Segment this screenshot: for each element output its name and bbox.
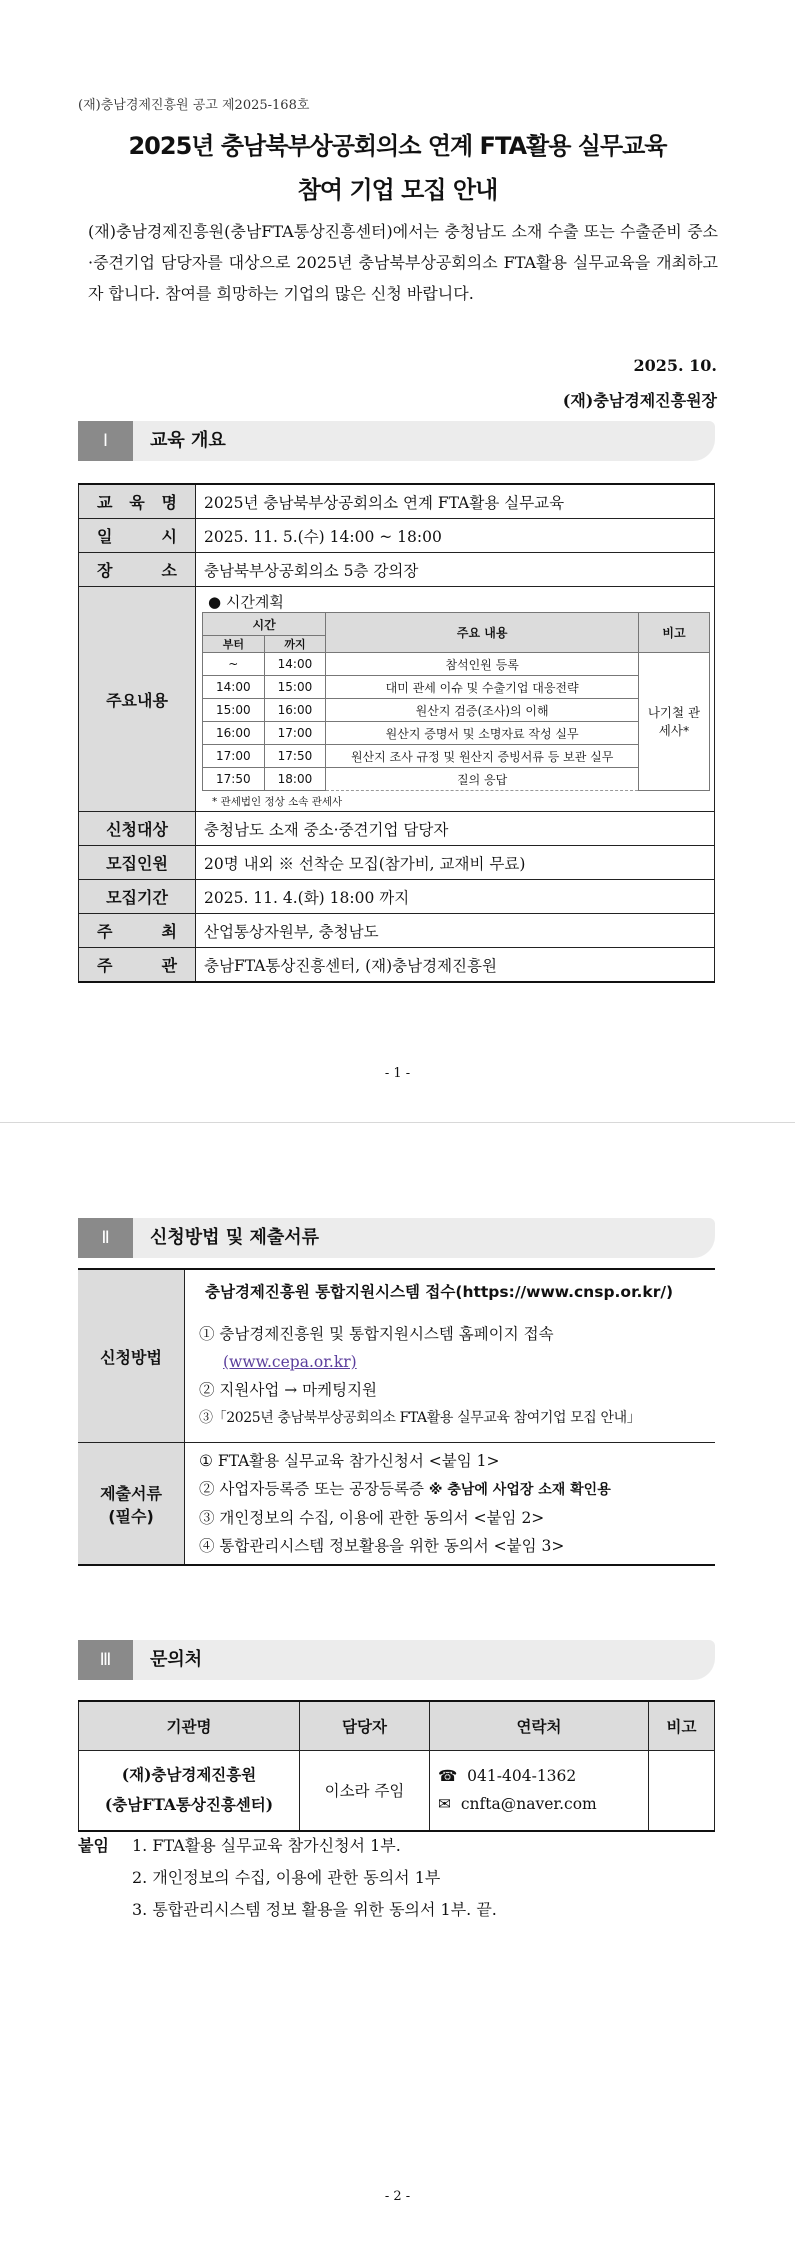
target-label: 신청대상: [79, 812, 196, 846]
contact-header-contact: 연락처: [430, 1701, 649, 1751]
title-line-2: 참여 기업 모집 안내: [297, 176, 498, 204]
step-2: ② 지원사업 → 마케팅지원: [199, 1381, 378, 1399]
apply-table: [78, 1268, 715, 1566]
schedule-from: 14:00: [203, 676, 265, 699]
contact-header-org: 기관명: [79, 1701, 300, 1751]
capacity-label: 모집인원: [79, 846, 196, 880]
schedule-content: 원산지 검증(조사)의 이해: [326, 699, 639, 722]
contact-note: [649, 1751, 715, 1831]
schedule-from: 17:00: [203, 745, 265, 768]
docs-label: [78, 1443, 185, 1566]
intro-paragraph: (재)충남경제진흥원(충남FTA통상진흥센터)에서는 충청남도 소재 수출 또는 수출준비 중소·중견기업 담당자를 대상으로 2025년 충남북부상공회의소 FTA활용 실무교육을 개최하고자 합니다. 참여를 희망하는 기업의 많은 신청 바랍니다.: [88, 222, 718, 303]
step-1: ① 충남경제진흥원 및 통합지원시스템 홈페이지 접속: [199, 1325, 554, 1343]
content-label: 주요내용: [79, 587, 196, 812]
host-value: 산업통상자원부, 충청남도: [196, 914, 715, 948]
contact-header-person: 담당자: [300, 1701, 430, 1751]
schedule-row: [203, 699, 710, 722]
doc-3: ③ 개인정보의 수집, 이용에 관한 동의서 <붙임 2>: [199, 1509, 545, 1527]
schedule-footnote: * 관세법인 정상 소속 관세사: [212, 796, 343, 808]
attachments: [78, 1830, 497, 1926]
schedule-from: 16:00: [203, 722, 265, 745]
method-label: 신청방법: [78, 1269, 185, 1443]
phone-icon: ☎: [438, 1767, 458, 1786]
schedule-to: 16:00: [264, 699, 326, 722]
schedule-from-header: 부터: [203, 636, 265, 653]
mail-icon: ✉: [438, 1795, 451, 1814]
attachment-item: 3. 통합관리시스템 정보 활용을 위한 동의서 1부. 끝.: [132, 1900, 497, 1919]
schedule-row: [203, 745, 710, 768]
schedule-row: [203, 653, 710, 676]
doc-2: [199, 1475, 701, 1504]
system-heading: 충남경제진흥원 통합지원시스템 접수(https://www.cnsp.or.kr/): [205, 1283, 674, 1301]
title-line-1: 2025년 충남북부상공회의소 연계 FTA활용 실무교육: [128, 132, 667, 160]
schedule-content: 대미 관세 이슈 및 수출기업 대응전략: [326, 676, 639, 699]
contact-email[interactable]: cnfta@naver.com: [460, 1795, 597, 1814]
schedule-to: 17:00: [264, 722, 326, 745]
page-number-2: - 2 -: [384, 2189, 411, 2204]
organizer-label: 주 관: [97, 956, 177, 975]
contact-header-note: 비고: [649, 1701, 715, 1751]
doc-4: ④ 통합관리시스템 정보활용을 위한 동의서 <붙임 3>: [199, 1537, 565, 1555]
schedule-to: 15:00: [264, 676, 326, 699]
attachment-item: 1. FTA활용 실무교육 참가신청서 1부.: [132, 1836, 401, 1855]
section-1-title: 교육 개요: [150, 430, 226, 451]
schedule-lecturer: 나기철 관세사*: [639, 653, 710, 791]
schedule-from: 15:00: [203, 699, 265, 722]
page-1: [0, 0, 795, 1122]
schedule-content: 참석인원 등록: [326, 653, 639, 676]
section-3-number: Ⅲ: [78, 1640, 133, 1680]
page-number-1: - 1 -: [384, 1066, 411, 1081]
schedule-table: [202, 612, 710, 791]
schedule-row: [203, 676, 710, 699]
cepa-link[interactable]: (www.cepa.or.kr): [223, 1353, 357, 1371]
schedule-to: 18:00: [264, 768, 326, 791]
docs-label-line-2: (필수): [108, 1506, 154, 1526]
edu-name-label: 교 육 명: [97, 493, 177, 512]
date-label: 일 시: [97, 527, 177, 546]
attachments-label: 붙임: [78, 1836, 109, 1855]
place-label: 장 소: [97, 561, 177, 580]
content-cell: [196, 587, 715, 812]
organizer-value: 충남FTA통상진흥센터, (재)충남경제진흥원: [196, 948, 715, 983]
period-label: 모집기간: [79, 880, 196, 914]
step-3: ③「2025년 충남북부상공회의소 FTA활용 실무교육 참여기업 모집 안내」: [199, 1410, 641, 1426]
overview-table: [78, 483, 715, 983]
section-1-header: [78, 421, 715, 461]
section-2-number: Ⅱ: [78, 1218, 133, 1258]
capacity-value: 20명 내외 ※ 선착순 모집(참가비, 교재비 무료): [196, 846, 715, 880]
section-3-header: [78, 1640, 715, 1680]
contact-org-line-2: (충남FTA통상진흥센터): [104, 1795, 274, 1815]
schedule-content: 원산지 조사 규정 및 원산지 증빙서류 등 보관 실무: [326, 745, 639, 768]
doc-2-note: ※ 충남에 사업장 소재 확인용: [428, 1482, 611, 1498]
date-value: 2025. 11. 5.(수) 14:00 ~ 18:00: [196, 519, 715, 553]
schedule-from: ~: [203, 653, 265, 676]
schedule-to-header: 까지: [264, 636, 326, 653]
schedule-heading: ● 시간계획: [208, 593, 284, 611]
contact-org: [79, 1751, 300, 1831]
schedule-row: [203, 768, 710, 791]
contact-phone: 041-404-1362: [467, 1767, 577, 1786]
target-value: 충청남도 소재 중소·중견기업 담당자: [196, 812, 715, 846]
schedule-row: [203, 722, 710, 745]
schedule-note-header: 비고: [639, 613, 710, 653]
contact-info: [430, 1751, 649, 1831]
section-2-title: 신청방법 및 제출서류: [150, 1227, 320, 1248]
section-3-title: 문의처: [150, 1649, 203, 1670]
host-label: 주 최: [97, 922, 177, 941]
attachment-item: 2. 개인정보의 수집, 이용에 관한 동의서 1부: [132, 1868, 441, 1887]
schedule-to: 14:00: [264, 653, 326, 676]
doc-2-text: ② 사업자등록증 또는 공장등록증: [199, 1480, 429, 1498]
doc-1: ① FTA활용 실무교육 참가신청서 <붙임 1>: [199, 1452, 500, 1470]
edu-name-value: 2025년 충남북부상공회의소 연계 FTA활용 실무교육: [196, 484, 715, 519]
schedule-time-header: 시간: [203, 613, 326, 636]
place-value: 충남북부상공회의소 5층 강의장: [196, 553, 715, 587]
issue-date: 2025. 10.: [633, 356, 717, 375]
period-value: 2025. 11. 4.(화) 18:00 까지: [196, 880, 715, 914]
section-2-header: [78, 1218, 715, 1258]
schedule-content-header: 주요 내용: [326, 613, 639, 653]
contact-org-line-1: (재)충남경제진흥원: [121, 1765, 257, 1785]
section-1-number: Ⅰ: [78, 421, 133, 461]
schedule-content: 원산지 증명서 및 소명자료 작성 실무: [326, 722, 639, 745]
schedule-content: 질의 응답: [326, 768, 639, 791]
schedule-to: 17:50: [264, 745, 326, 768]
docs-label-line-1: 제출서류: [100, 1483, 162, 1503]
contact-table: [78, 1700, 715, 1832]
schedule-from: 17:50: [203, 768, 265, 791]
contact-person: 이소라 주임: [300, 1751, 430, 1831]
notice-number: (재)충남경제진흥원 공고 제2025-168호: [78, 98, 310, 113]
issuer: (재)충남경제진흥원장: [562, 391, 717, 410]
